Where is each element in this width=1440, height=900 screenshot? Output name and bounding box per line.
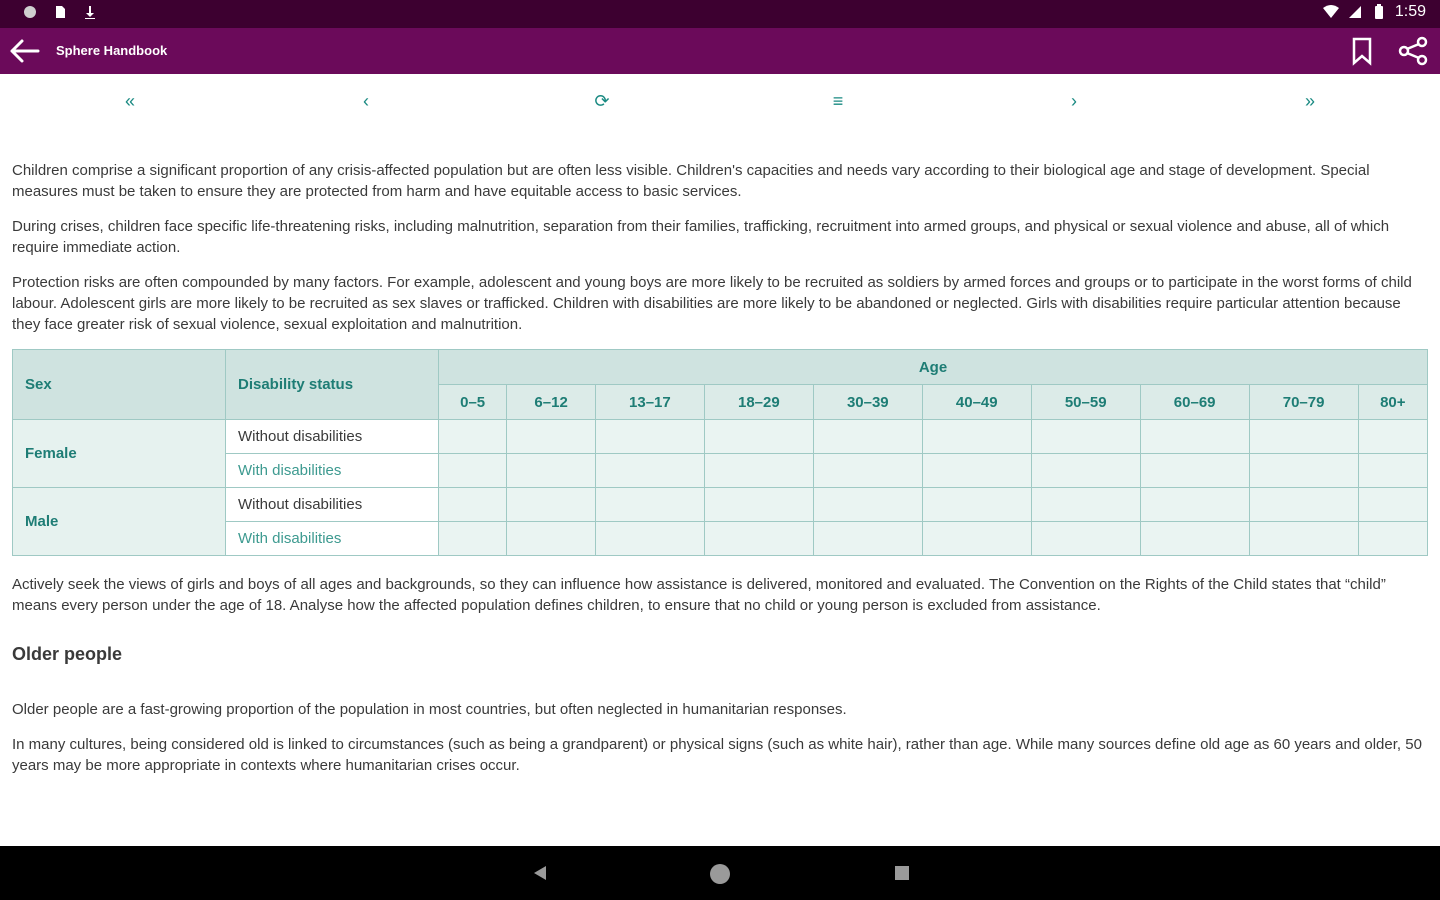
age-range-header: 70–79 — [1249, 385, 1358, 420]
table-cell — [595, 488, 704, 522]
chapter-nav — [0, 76, 1440, 126]
battery-icon — [1371, 4, 1387, 20]
table-cell — [1031, 420, 1140, 454]
paragraph: Protection risks are often compounded by many factors. For example, adolescent and young boys are more likely to be recruited as soldiers by armed forces and groups or to participate in the worst forms of child labour. Adolescent girls are more likely to be recruited as sex slaves or trafficked. Children with disabilities are more likely to be abandoned or neglected. Girls with disabilities require particular attention because they face greater risk of sexual violence, sexual exploitation and malnutrition. — [12, 274, 1412, 333]
status-time: 1:59 — [1394, 3, 1426, 20]
notification-dot-icon — [22, 4, 38, 20]
table-cell — [595, 420, 704, 454]
table-cell — [1249, 522, 1358, 556]
table-row — [13, 522, 1428, 556]
age-range-header: 18–29 — [704, 385, 813, 420]
paragraph: Children comprise a significant proportion of any crisis-affected population but are often less visible. Children's capacities and needs vary according to their biological age and stage of development. Special measures must be taken to ensure they are protected from harm and have equitable access to basic services. — [12, 162, 1370, 200]
reload-button[interactable]: ⟳ — [594, 91, 610, 111]
table-row — [13, 454, 1428, 488]
table-cell — [439, 522, 507, 556]
table-cell — [922, 488, 1031, 522]
table-cell — [1358, 420, 1427, 454]
table-cell — [1249, 488, 1358, 522]
share-icon[interactable] — [1396, 36, 1430, 66]
sd-card-icon — [52, 4, 68, 20]
back-arrow-icon[interactable] — [8, 36, 42, 66]
table-cell — [813, 522, 922, 556]
first-page-button[interactable]: « — [124, 91, 135, 111]
bookmark-icon[interactable] — [1348, 36, 1376, 66]
last-page-button[interactable]: » — [1304, 91, 1315, 111]
table-cell — [922, 454, 1031, 488]
sex-cell: Female — [13, 420, 226, 488]
table-cell — [813, 420, 922, 454]
download-icon — [82, 4, 98, 20]
section-heading: Older people — [12, 644, 123, 664]
table-cell — [1140, 420, 1249, 454]
table-cell — [507, 522, 596, 556]
previous-page-button[interactable]: ‹ — [363, 91, 369, 111]
age-range-header: 0–5 — [439, 385, 507, 420]
table-cell — [507, 420, 596, 454]
next-page-button[interactable]: › — [1071, 91, 1077, 111]
disability-header: Disability status — [226, 350, 439, 420]
table-cell — [1031, 522, 1140, 556]
table-cell — [507, 488, 596, 522]
disability-cell: Without disabilities — [226, 488, 439, 522]
paragraph: During crises, children face specific life-threatening risks, including malnutrition, separation from their families, trafficking, recruitment into armed groups, and physical or sexual violence and abuse, all of which require immediate action. — [12, 218, 1390, 256]
disability-cell: With disabilities — [226, 454, 439, 488]
signal-icon — [1347, 4, 1363, 20]
table-cell — [704, 454, 813, 488]
system-nav-bar — [0, 846, 1440, 900]
table-cell — [1031, 488, 1140, 522]
table-cell — [1249, 454, 1358, 488]
system-back-icon[interactable] — [530, 864, 548, 882]
app-bar — [0, 28, 1440, 74]
disaggregation-table — [12, 349, 1428, 556]
table-cell — [439, 420, 507, 454]
disability-cell: With disabilities — [226, 522, 439, 556]
sex-cell: Male — [13, 488, 226, 556]
table-cell — [439, 454, 507, 488]
contents-menu-button[interactable]: ≡ — [832, 91, 844, 111]
age-range-header: 13–17 — [595, 385, 704, 420]
table-cell — [1358, 454, 1427, 488]
table-cell — [813, 488, 922, 522]
app-title: Sphere Handbook — [56, 43, 168, 58]
status-bar — [0, 0, 1440, 28]
table-row — [13, 420, 1428, 454]
table-cell — [813, 454, 922, 488]
table-cell — [1140, 454, 1249, 488]
table-cell — [1358, 488, 1427, 522]
age-range-header: 30–39 — [813, 385, 922, 420]
table-cell — [1249, 420, 1358, 454]
paragraph: Older people are a fast-growing proportion of the population in most countries, but often neglected in humanitarian responses. — [12, 701, 847, 718]
system-home-icon[interactable] — [710, 864, 730, 884]
paragraph: Actively seek the views of girls and boys of all ages and backgrounds, so they can influence how assistance is delivered, monitored and evaluated. The Convention on the Rights of the Child states that “child” means every person under the age of 18. Analyse how the affected population defines children, to ensure that no child or young person is excluded from assistance. — [12, 576, 1386, 614]
table-cell — [922, 522, 1031, 556]
table-cell — [922, 420, 1031, 454]
table-cell — [704, 522, 813, 556]
system-recents-icon[interactable] — [895, 866, 909, 880]
wifi-icon — [1323, 4, 1339, 20]
paragraph: In many cultures, being considered old is linked to circumstances (such as being a grandparent) or physical signs (such as white hair), rather than age. While many sources define old age as 60 years and older, 50 years may be more appropriate in contexts where humanitarian crises occur. — [12, 736, 1422, 774]
table-row — [13, 488, 1428, 522]
article-content — [12, 160, 1428, 790]
age-range-header: 40–49 — [922, 385, 1031, 420]
age-range-header: 6–12 — [507, 385, 596, 420]
table-cell — [595, 454, 704, 488]
table-cell — [704, 488, 813, 522]
table-cell — [439, 488, 507, 522]
disability-cell: Without disabilities — [226, 420, 439, 454]
sex-header: Sex — [13, 350, 226, 420]
table-cell — [1031, 454, 1140, 488]
table-cell — [507, 454, 596, 488]
age-header: Age — [439, 350, 1428, 385]
age-range-header: 50–59 — [1031, 385, 1140, 420]
age-range-header: 80+ — [1358, 385, 1427, 420]
table-cell — [704, 420, 813, 454]
table-cell — [1140, 488, 1249, 522]
table-cell — [1140, 522, 1249, 556]
table-cell — [1358, 522, 1427, 556]
age-range-header: 60–69 — [1140, 385, 1249, 420]
table-cell — [595, 522, 704, 556]
